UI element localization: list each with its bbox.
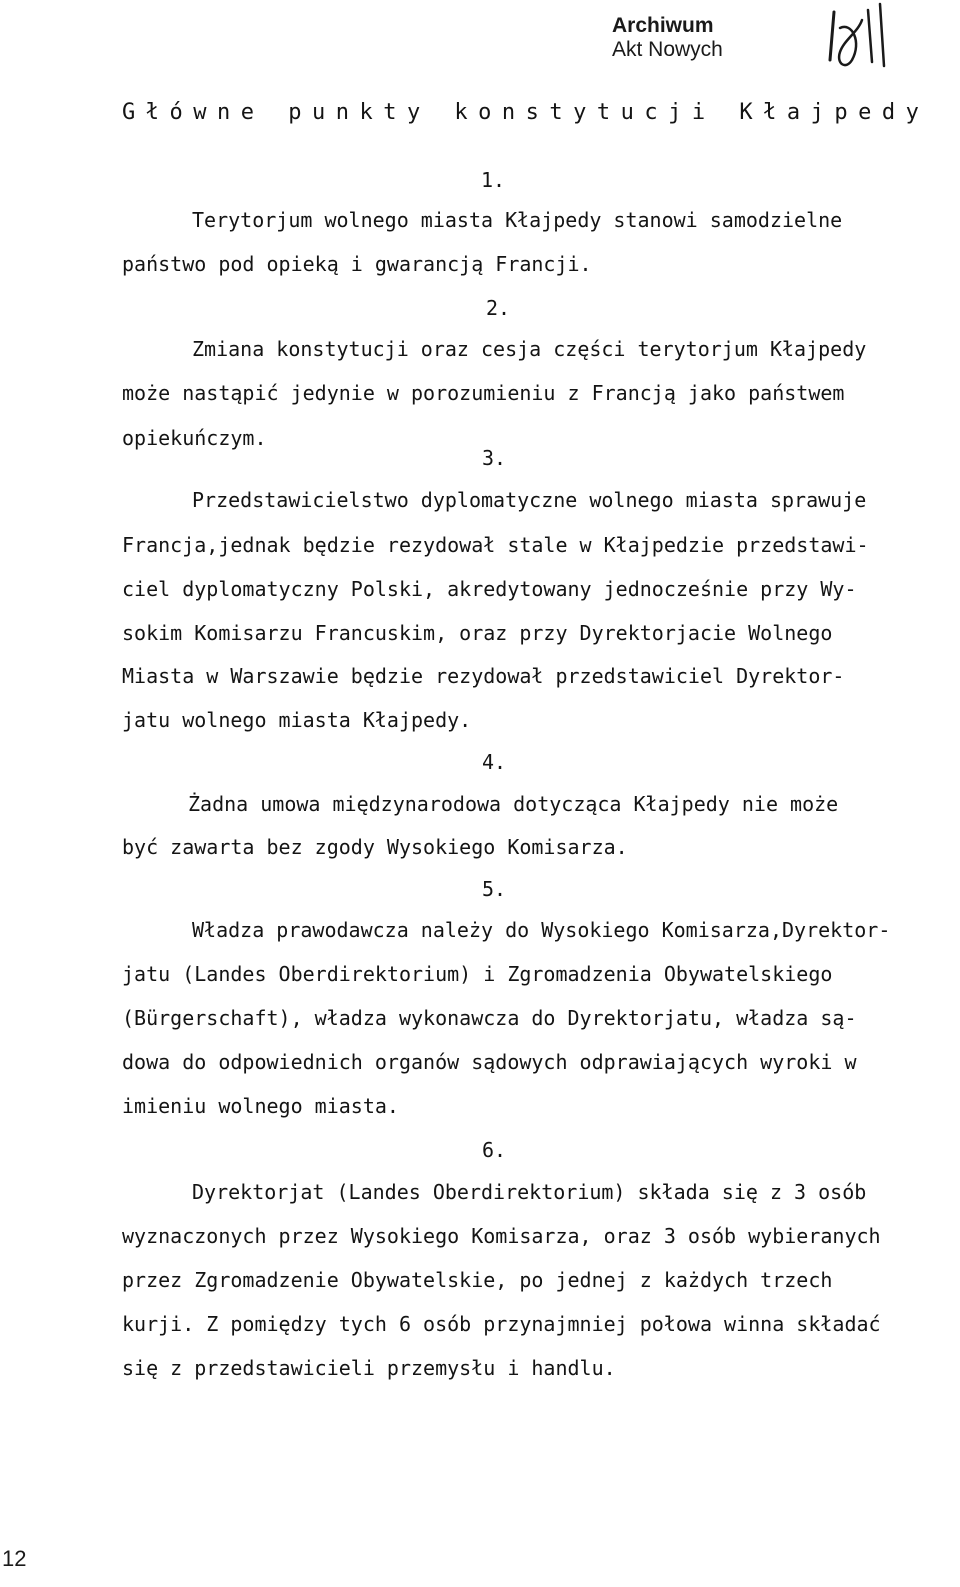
- section-4-number: 4.: [482, 750, 507, 774]
- section-3-line: Przedstawicielstwo dyplomatyczne wolnego miasta sprawuje: [192, 488, 867, 512]
- section-6-line: Dyrektorjat (Landes Oberdirektorium) składa się z 3 osób: [192, 1180, 867, 1204]
- section-5-line: Władza prawodawcza należy do Wysokiego Komisarza,Dyrektor-: [192, 918, 891, 942]
- section-3-line: Francja,jednak będzie rezydował stale w Kłajpedzie przedstawi-: [122, 533, 869, 557]
- section-5-line: (Bürgerschaft), władza wykonawcza do Dyrektorjatu, władza są-: [122, 1006, 857, 1030]
- section-3-line: Miasta w Warszawie będzie rezydował przedstawiciel Dyrektor-: [122, 664, 845, 688]
- section-5-line: imieniu wolnego miasta.: [122, 1094, 399, 1118]
- section-1-number: 1.: [481, 168, 506, 192]
- section-6-number: 6.: [482, 1138, 507, 1162]
- section-6-line: przez Zgromadzenie Obywatelskie, po jednej z każdych trzech: [122, 1268, 833, 1292]
- section-2-line: opiekuńczym.: [122, 426, 267, 450]
- section-3-number: 3.: [482, 446, 507, 470]
- section-3-line: sokim Komisarzu Francuskim, oraz przy Dyrektorjacie Wolnego: [122, 621, 833, 645]
- section-6-line: kurji. Z pomiędzy tych 6 osób przynajmniej połowa winna składać: [122, 1312, 881, 1336]
- section-2-number: 2.: [486, 296, 511, 320]
- section-5-line: dowa do odpowiednich organów sądowych odprawiających wyroki w: [122, 1050, 857, 1074]
- section-3-line: ciel dyplomatyczny Polski, akredytowany jednocześnie przy Wy-: [122, 577, 857, 601]
- section-5-number: 5.: [482, 877, 507, 901]
- section-1-line: Terytorjum wolnego miasta Kłajpedy stanowi samodzielne: [192, 208, 843, 232]
- stamp-line-2: Akt Nowych: [612, 38, 723, 61]
- section-4-line: być zawarta bez zgody Wysokiego Komisarza.: [122, 835, 628, 859]
- section-2-line: może nastąpić jedynie w porozumieniu z Francją jako państwem: [122, 381, 845, 405]
- section-3-line: jatu wolnego miasta Kłajpedy.: [122, 708, 472, 732]
- section-5-line: jatu (Landes Oberdirektorium) i Zgromadzenia Obywatelskiego: [122, 962, 833, 986]
- section-4-line: Żadna umowa międzynarodowa dotycząca Kłajpedy nie może: [188, 792, 839, 816]
- section-1-line: państwo pod opieką i gwarancją Francji.: [122, 252, 592, 276]
- section-2-line: Zmiana konstytucji oraz cesja części terytorjum Kłajpedy: [192, 337, 867, 361]
- archive-stamp: [612, 14, 723, 62]
- document-title: Główne punkty konstytucji Kłajpedy: [122, 100, 930, 125]
- stamp-line-1: Archiwum: [612, 14, 714, 37]
- section-6-line: wyznaczonych przez Wysokiego Komisarza, oraz 3 osób wybieranych: [122, 1224, 881, 1248]
- section-6-line: się z przedstawicieli przemysłu i handlu.: [122, 1356, 616, 1380]
- page-number: 12: [2, 1546, 27, 1571]
- handwritten-folio-mark: [822, 2, 912, 82]
